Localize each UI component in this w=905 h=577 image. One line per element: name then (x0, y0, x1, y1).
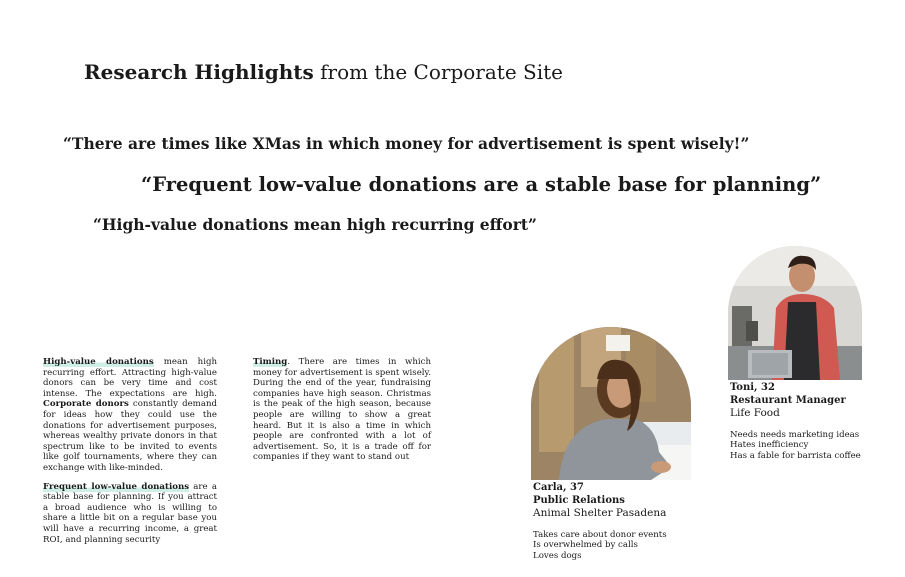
toni-portrait-illustration (728, 246, 862, 380)
persona-notes (730, 430, 861, 462)
persona-carla (533, 482, 667, 561)
paragraph-high-value (43, 357, 217, 474)
low-value-heading: Frequent low-value donations (43, 481, 190, 492)
persona-note: Loves dogs (533, 550, 582, 561)
paragraph-low-value (43, 482, 217, 546)
high-value-heading: High-value donations (43, 357, 154, 367)
persona-photo-toni (728, 246, 862, 380)
persona-note: Has a fable for barrista coffee (730, 450, 861, 461)
high-value-text-a: mean high recurring effort. Attracting high-value donors can be very time and cost intense. The expectations are high. (43, 357, 217, 399)
page-title (84, 60, 563, 84)
persona-org: Life Food (730, 407, 780, 419)
high-value-text-b: constantly demand for ideas how they could use the donations for advertisement purposes, whereas wealthy private donors in that spectrum like to be invited to events like golf tournaments, where they can exchange with like-minded. (43, 399, 217, 473)
quote-xmas: “There are times like XMas in which money for advertisement is spent wisely!” (63, 134, 750, 153)
text-column-timing (253, 357, 431, 471)
persona-name: Carla, 37 (533, 482, 584, 493)
persona-toni (730, 382, 861, 461)
persona-photo-carla (531, 327, 691, 480)
title-rest: from the Corporate Site (313, 60, 563, 84)
persona-role: Public Relations (533, 494, 625, 506)
persona-name: Toni, 32 (730, 382, 775, 393)
quote-low-value: “Frequent low-value donations are a stable base for planning” (141, 173, 822, 196)
timing-text: . There are times in which money for advertisement is spent wisely. During the end of the year, fundraising companies have high season. Christmas is the peak of the high season, because people are willing to show a great heard. But it is also a time in which people are confronted with a lot of advertisement. So, it is a trade off for companies if they want to stand out (253, 357, 431, 463)
carla-portrait-illustration (531, 327, 691, 480)
persona-note: Is overwhelmed by calls (533, 540, 638, 551)
persona-notes (533, 530, 667, 562)
title-bold: Research Highlights (84, 60, 314, 84)
persona-note: Hates inefficiency (730, 440, 809, 451)
paragraph-timing (253, 357, 431, 463)
persona-note: Takes care about donor events (533, 529, 667, 540)
persona-role: Restaurant Manager (730, 394, 846, 406)
quote-high-value: “High-value donations mean high recurring effort” (93, 215, 537, 234)
persona-note: Needs needs marketing ideas (730, 429, 860, 440)
corporate-donors-term: Corporate donors (43, 399, 129, 410)
text-column-donations (43, 357, 217, 553)
persona-org: Animal Shelter Pasadena (533, 507, 667, 519)
low-value-text: are a stable base for planning. If you attract a broad audience who is willing to share a little bit on a regular base you will have a recurring income, a great ROI, and planning security (43, 481, 218, 545)
timing-heading: Timing (253, 357, 288, 367)
